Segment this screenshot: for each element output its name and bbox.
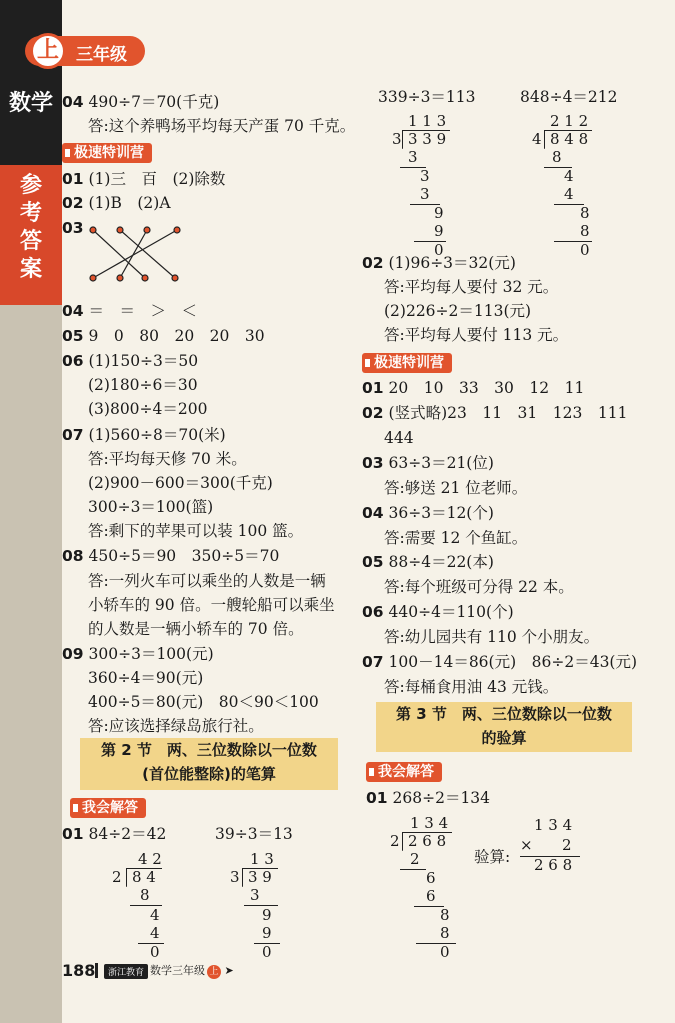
left-line: 04 ＝ ＝ ＞ ＜ [62,302,198,320]
right-line: 01 20 10 33 30 12 11 [362,379,585,397]
section-tag: 我会解答 [366,762,442,782]
right-line: 02 (1)96÷3＝32(元) [362,254,516,272]
left-line: 360÷4＝90(元) [88,669,204,687]
left-line: 的人数是一辆小轿车的 70 倍。 [88,620,304,638]
subject-title: 数学 [8,91,53,116]
left-line: 答:一列火车可以乘坐的人数是一辆 [88,572,326,590]
right-line: 答:每桶食用油 43 元钱。 [384,678,559,696]
page-number: 188 [62,961,96,980]
long-division-84-2: 4 2 2 8 4 8 4 4 0 [108,850,168,950]
right-line: 03 63÷3＝21(位) [362,454,494,472]
left-line: 09 300÷3＝100(元) [62,645,214,663]
left-line: 01 (1)三 百 (2)除数 [62,170,226,188]
footer-title: 数学三年级 上 ➤ [150,964,234,977]
long-division-848-4: 2 1 2 4 8 4 8 8 4 4 8 8 0 [532,112,602,247]
sidebar-dark-block [0,0,62,165]
footer-divider [95,963,98,978]
left-line: 答:平均每天修 70 米。 [88,450,247,468]
left-line: 02 (1)B (2)A [62,194,171,212]
right-line: 答:幼儿园共有 110 个小朋友。 [384,628,600,646]
long-division-268-2: 1 3 4 2 2 6 8 2 6 6 8 8 0 [390,814,470,949]
left-line: 答:应该选择绿岛旅行社。 [88,717,264,735]
right-line: 07 100－14＝86(元) 86÷2＝43(元) [362,653,638,671]
right-line: 02 (竖式略)23 11 31 123 111 [362,404,628,422]
right-line: 答:每个班级可分得 22 本。 [384,578,574,596]
section-title: 参考答案 [19,173,42,282]
right-line: 答:平均每人要付 113 元。 [384,326,569,344]
left-line: 06 (1)150÷3＝50 [62,352,199,370]
long-division-339-3: 1 1 3 3 3 3 9 3 3 3 9 9 0 [392,112,462,247]
left-line: 答:剩下的苹果可以装 100 篮。 [88,522,304,540]
long-division-39-3: 1 3 3 3 9 3 9 9 0 [230,850,290,950]
left-line: 小轿车的 90 倍。一艘轮船可以乘坐 [88,596,335,614]
right-line: 339÷3＝113 [378,88,476,106]
left-line: (2)900－600＝300(千克) [88,474,273,492]
section-heading-3: 第 3 节 两、三位数除以一位数 的验算 [376,702,632,752]
left-line: (2)180÷6＝30 [88,376,198,394]
publisher-badge: 浙江教育 [104,964,148,979]
right-line: 04 36÷3＝12(个) [362,504,494,522]
left-line: 03 [62,219,84,237]
left-line: 300÷3＝100(篮) [88,498,214,516]
left-line: 08 450÷5＝90 350÷5＝70 [62,547,280,565]
left-line: 39÷3＝13 [215,825,293,843]
left-line: (3)800÷4＝200 [88,400,208,418]
section-tag: 极速特训营 [362,353,452,373]
section-tag: 我会解答 [70,798,146,818]
right-line: 01 268÷2＝134 [366,789,491,807]
left-line: 07 (1)560÷8＝70(米) [62,426,226,444]
section-tag: 极速特训营 [62,143,152,163]
right-line: 05 88÷4＝22(本) [362,553,494,571]
left-line: 01 84÷2＝42 [62,825,167,843]
left-line: 05 9 0 80 20 20 30 [62,327,265,345]
right-line: 848÷4＝212 [520,88,618,106]
check-label: 验算: [474,848,511,866]
grade-label: 三年级 [76,45,127,65]
matching-lines-diagram [85,222,195,292]
right-line: 答:平均每人要付 32 元。 [384,278,559,296]
right-line: (2)226÷2＝113(元) [384,302,532,320]
section-heading-2: 第 2 节 两、三位数除以一位数 (首位能整除)的笔算 [80,738,338,790]
grade-badge: 上 [30,33,66,69]
right-line: 444 [384,429,414,447]
check-multiplication: 1 3 4 × 2 2 6 8 [520,816,590,876]
right-line: 答:需要 12 个鱼缸。 [384,529,528,547]
left-line: 400÷5＝80(元) 80＜90＜100 [88,693,319,711]
right-line: 答:够送 21 位老师。 [384,479,528,497]
left-line: 04 490÷7＝70(千克) [62,93,220,111]
right-line: 06 440÷4＝110(个) [362,603,514,621]
left-line: 答:这个养鸭场平均每天产蛋 70 千克。 [88,117,356,135]
